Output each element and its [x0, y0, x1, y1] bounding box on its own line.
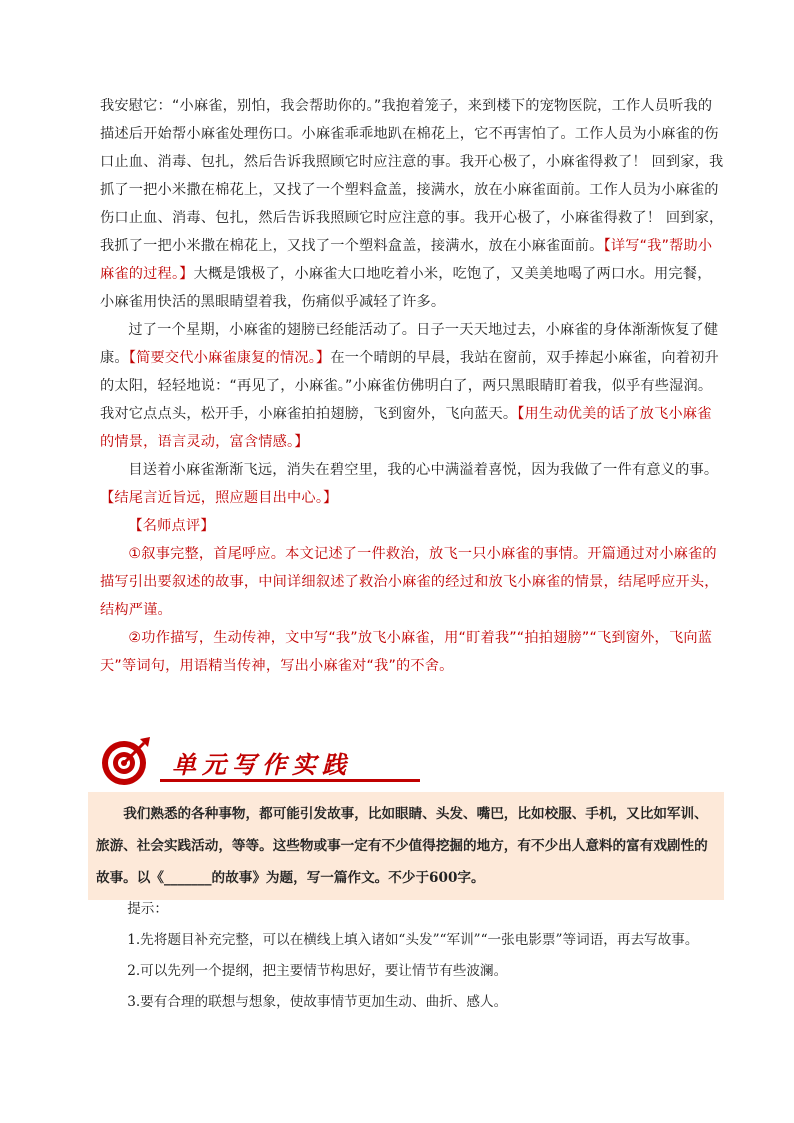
tip-item-1: 1.先将题目补充完整，可以在横线上填入诸如“头发”“军训”“一张电影票”等词语，再去写故事。: [127, 932, 699, 948]
annotation-1: 【详写“我”帮助小麻雀的过程。】: [100, 238, 713, 282]
review-point-2: ②功作描写，生动传神，文中写“我”放飞小麻雀，用“盯着我”“拍拍翅膀”“飞到窗外，飞向蓝天”等词句，用语精当传神，写出小麻雀对“我”的不舍。: [100, 630, 713, 674]
title-underline: [160, 779, 420, 782]
paragraph-3: [100, 456, 724, 512]
tip-item-3: 3.要有合理的联想与想象，使故事情节更加生动、曲折、感人。: [127, 994, 508, 1010]
writing-prompt-box: [88, 792, 724, 900]
article-body: [100, 92, 724, 680]
paragraph-2-text-a: 过了一个星期，小麻雀的翅膀已经能活动了。日子一天天地过去，小麻雀的身体渐渐恢复了健康。: [100, 322, 719, 366]
prompt-text-b: 的故事》为题，写一篇作文。不少于600字。: [211, 870, 485, 886]
prompt-blank: _______: [163, 870, 212, 886]
paragraph-1-text-a: 我安慰它：“小麻雀，别怕，我会帮助你的。”我抱着笼子，来到楼下的宠物医院，工作人员听我的描述后开始帮小麻雀处理伤口。小麻雀乖乖地趴在棉花上，它不再害怕了。工作人员为小麻雀的伤口止血、消毒、包扎，然后告诉我照顾它时应注意的事。我开心极了，小麻雀得救了！ 回到家，我抓了一把小米撒在棉花上，又找了一个塑料盒盖，接满水，放在小麻雀面前。工作人员为小麻雀的伤口止血、消毒、包扎，然后告诉我照顾它时应注意的事。我开心极了，小麻雀得救了！ 回到家，我抓了一把小米撒在棉花上，又找了一个塑料盒盖，接满水，放在小麻雀面前。: [100, 98, 724, 254]
paragraph-1: [100, 92, 724, 316]
paragraph-2: [100, 316, 724, 456]
review-heading: 【名师点评】: [128, 518, 215, 534]
section-title: 单元写作实践: [172, 750, 352, 779]
tips-heading: 提示：: [127, 901, 168, 917]
annotation-2: 【简要交代小麻雀康复的情况。】: [128, 350, 331, 366]
review-point-1: ①叙事完整，首尾呼应。本文记述了一件救治，放飞一只小麻雀的事情。开篇通过对小麻雀的描写引出要叙述的故事，中间详细叙述了救治小麻雀的经过和放飞小麻雀的情景，结尾呼应开头，结构严谨。: [100, 546, 719, 618]
paragraph-2-text-b: 在一个晴朗的早晨，我站在窗前，双手捧起小麻雀，向着初升的太阳，轻轻地说：“再见了，小麻雀。”小麻雀仿佛明白了，两只黑眼睛盯着我，似乎有些湿润。我对它点点头，松开手，小麻雀拍拍翅膀，飞到窗外，飞向蓝天。: [100, 350, 719, 422]
paragraph-3-text-a: 目送着小麻雀渐渐飞远，消失在碧空里，我的心中满溢着喜悦，因为我做了一件有意义的事。: [128, 462, 719, 478]
tip-item-2: 2.可以先列一个提纲，把主要情节构思好，要让情节有些波澜。: [127, 963, 508, 979]
prompt-text-a: 我们熟悉的各种事物，都可能引发故事，比如眼睛、头发、嘴巴，比如校服、手机，又比如军训、旅游、社会实践活动，等等。这些物或事一定有不少值得挖掘的地方，有不少出人意料的富有戏剧性的故事。以《: [96, 806, 708, 886]
annotation-4: 【结尾言近旨远，照应题目出中心。】: [100, 490, 338, 506]
paragraph-1-text-b: 大概是饿极了，小麻雀大口地吃着小米，吃饱了，又美美地喝了两口水。用完餐，小麻雀用快活的黑眼睛望着我，伤痛似乎减轻了许多。: [100, 266, 712, 310]
tips-section: [100, 894, 724, 1018]
target-arrow-icon: [100, 735, 152, 787]
annotation-3: 【用生动优美的话了放飞小麻雀的情景，语言灵动，富含情感。】: [100, 406, 712, 450]
section-header: [100, 735, 724, 787]
